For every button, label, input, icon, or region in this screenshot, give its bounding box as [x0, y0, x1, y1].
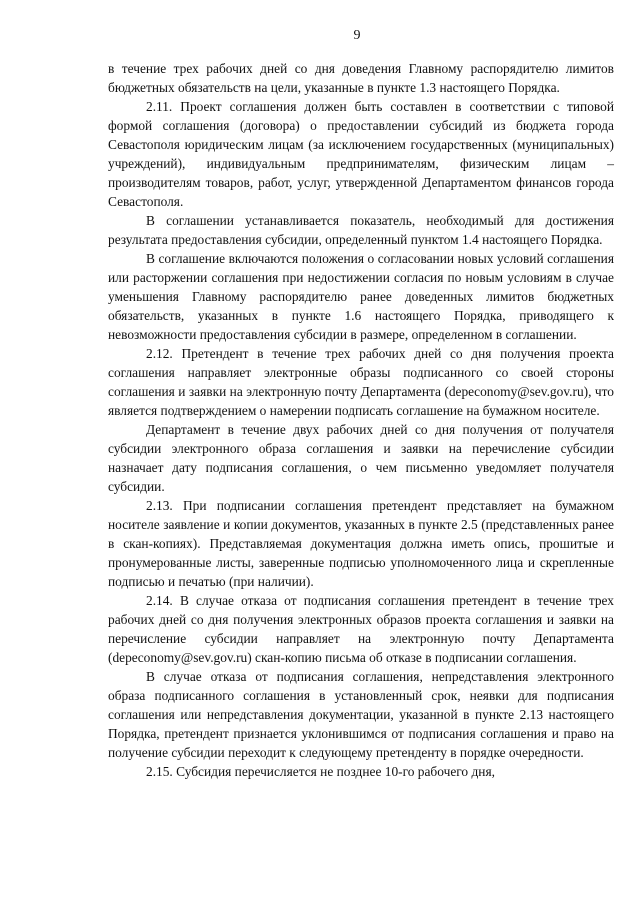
- paragraph-1: в течение трех рабочих дней со дня доведения Главному распорядителю лимитов бюджетных обязательств на цели, указанные в пункте 1.3 настоящего Порядка.: [108, 61, 614, 95]
- page-number: 9: [353, 28, 361, 43]
- document-body: [108, 59, 614, 781]
- paragraph-9: В случае отказа от подписания соглашения, непредставления электронного образа подписанного соглашения в установленный срок, неявки для подписания соглашения или непредставления документации, указанной в пункте 2.13 настоящего Порядка, претендент признается уклонившимся от подписания соглашения и право на получение субсидии переходит к следующему претенденту в порядке очередности.: [108, 669, 614, 760]
- paragraph-7: 2.13. При подписании соглашения претендент представляет на бумажном носителе заявление и копии документов, указанных в пункте 2.5 (представленных ранее в скан-копиях). Представляемая документация должна иметь опись, прошитые и пронумерованные листы, заверенные подписью уполномоченного лица и скрепленные подписью и печатью (при наличии).: [108, 498, 614, 589]
- paragraph-3: В соглашении устанавливается показатель, необходимый для достижения результата предоставления субсидии, определенный пунктом 1.4 настоящего Порядка.: [108, 213, 614, 247]
- paragraph-8: 2.14. В случае отказа от подписания соглашения претендент в течение трех рабочих дней со дня получения электронных образов проекта соглашения и заявки на перечисление субсидии направляет на электронную почту Департамента (depeconomy@sev.gov.ru) скан-копию письма об отказе в подписании соглашения.: [108, 593, 614, 665]
- paragraph-10: 2.15. Субсидия перечисляется не позднее 10-го рабочего дня,: [146, 764, 495, 779]
- paragraph-2: 2.11. Проект соглашения должен быть составлен в соответствии с типовой формой соглашения (договора) о предоставлении субсидий из бюджета города Севастополя юридическим лицам (за исключением государственных (муниципальных) учреждений), индивидуальным предпринимателям, физическим лицам – производителям товаров, работ, услуг, утвержденной Департаментом финансов города Севастополя.: [108, 99, 614, 209]
- paragraph-5: 2.12. Претендент в течение трех рабочих дней со дня получения проекта соглашения направляет электронные образы подписанного со своей стороны соглашения и заявки на электронную почту Департамента (depeconomy@sev.gov.ru), что является подтверждением о намерении подписать соглашение на бумажном носителе.: [108, 346, 614, 418]
- paragraph-6: Департамент в течение двух рабочих дней со дня получения от получателя субсидии электронного образа соглашения и заявки на перечисление субсидии назначает дату подписания соглашения, о чем письменно уведомляет получателя субсидии.: [108, 422, 614, 494]
- paragraph-4: В соглашение включаются положения о согласовании новых условий соглашения или расторжении соглашения при недостижении согласия по новым условиям в случае уменьшения Главному распорядителю ранее доведенных лимитов бюджетных обязательств, указанных в пункте 1.6 настоящего Порядка, приводящего к невозможности предоставления субсидии в размере, определенном в соглашении.: [108, 251, 614, 342]
